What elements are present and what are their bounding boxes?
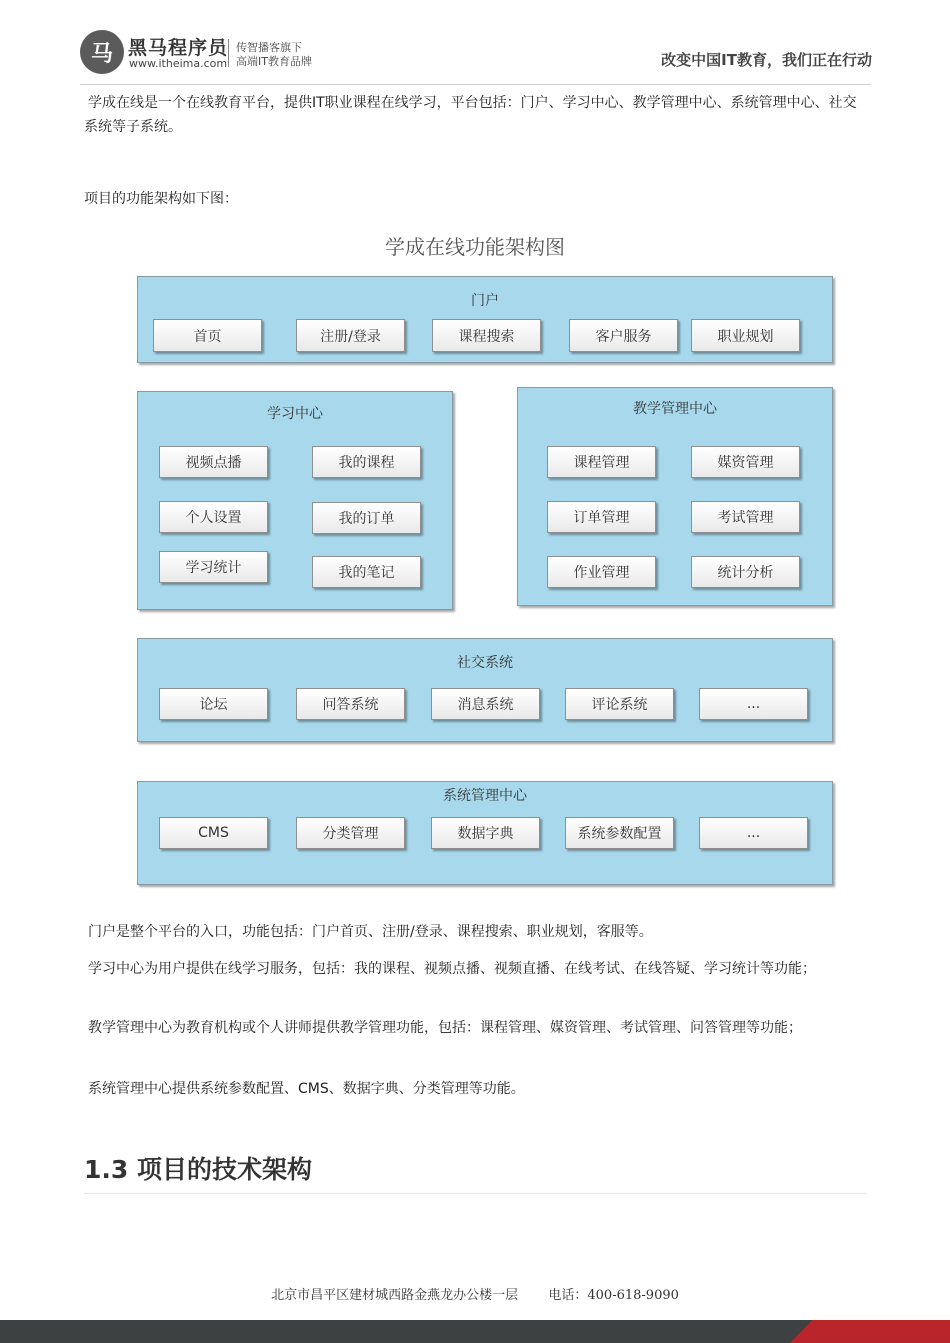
sysadmin-item: 系统参数配置 — [565, 817, 674, 849]
portal-item: 首页 — [153, 319, 262, 352]
learning-item: 我的订单 — [312, 502, 421, 534]
brand-url: www.itheima.com — [129, 57, 228, 70]
brand-divider — [228, 39, 229, 67]
header-divider — [80, 84, 871, 85]
portal-description: 门户是整个平台的入口，功能包括：门户首页、注册/登录、课程搜索、职业规划，客服等。 — [88, 924, 653, 940]
logo-icon: 马 — [80, 30, 124, 74]
section-divider — [84, 1193, 866, 1194]
brand-tagline-1: 传智播客旗下 — [236, 41, 302, 54]
portal-panel — [137, 276, 833, 363]
brand-name: 黑马程序员 — [128, 37, 229, 59]
learning-center-title: 学习中心 — [267, 406, 323, 422]
brand-tagline-2: 高端IT教育品牌 — [236, 55, 312, 68]
system-management-panel — [137, 781, 833, 885]
system-management-title: 系统管理中心 — [443, 788, 527, 804]
teaching-item: 考试管理 — [691, 501, 800, 533]
teaching-management-title: 教学管理中心 — [633, 401, 717, 417]
footer-accent — [790, 1320, 950, 1343]
social-item: 论坛 — [159, 688, 268, 720]
diagram-title: 学成在线功能架构图 — [385, 235, 565, 259]
header-slogan: 改变中国IT教育，我们正在行动 — [661, 51, 872, 69]
social-system-panel — [137, 638, 833, 742]
social-item-more: ... — [699, 688, 808, 720]
intro-paragraph: 学成在线是一个在线教育平台，提供IT职业课程在线学习，平台包括：门户、学习中心、教学管理中心、系统管理中心、社交系统等子系统。 — [84, 95, 857, 135]
system-management-description: 系统管理中心提供系统参数配置、CMS、数据字典、分类管理等功能。 — [88, 1081, 525, 1097]
portal-item: 客户服务 — [569, 319, 678, 352]
portal-title: 门户 — [471, 293, 499, 309]
teaching-management-description: 教学管理中心为教育机构或个人讲师提供教学管理功能，包括：课程管理、媒资管理、考试管理、问答管理等功能； — [88, 1020, 802, 1036]
learning-item: 学习统计 — [159, 551, 268, 583]
learning-item: 视频点播 — [159, 446, 268, 478]
footer-address: 北京市昌平区建材城西路金燕龙办公楼一层 — [271, 1288, 519, 1303]
teaching-item: 统计分析 — [691, 556, 800, 588]
architecture-intro: 项目的功能架构如下图： — [84, 191, 238, 207]
teaching-item: 订单管理 — [547, 501, 656, 533]
social-item: 问答系统 — [296, 688, 405, 720]
portal-item: 课程搜索 — [432, 319, 541, 352]
teaching-item: 作业管理 — [547, 556, 656, 588]
teaching-item: 课程管理 — [547, 446, 656, 478]
social-item: 消息系统 — [431, 688, 540, 720]
footer-phone: 电话：400-618-9090 — [548, 1288, 679, 1303]
learning-item: 我的笔记 — [312, 556, 421, 588]
teaching-management-panel — [517, 387, 833, 606]
social-system-title: 社交系统 — [457, 655, 513, 671]
section-heading: 1.3 项目的技术架构 — [84, 1155, 312, 1184]
sysadmin-item-more: ... — [699, 817, 808, 849]
learning-item: 个人设置 — [159, 501, 268, 533]
sysadmin-item: 分类管理 — [296, 817, 405, 849]
teaching-item: 媒资管理 — [691, 446, 800, 478]
learning-center-panel — [137, 391, 453, 610]
footer-contact — [0, 1284, 950, 1303]
portal-item: 注册/登录 — [296, 319, 405, 352]
social-item: 评论系统 — [565, 688, 674, 720]
sysadmin-item: CMS — [159, 817, 268, 849]
portal-item: 职业规划 — [691, 319, 800, 352]
sysadmin-item: 数据字典 — [431, 817, 540, 849]
learning-center-description: 学习中心为用户提供在线学习服务，包括：我的课程、视频点播、视频直播、在线考试、在线答疑、学习统计等功能； — [88, 961, 816, 977]
learning-item: 我的课程 — [312, 446, 421, 478]
